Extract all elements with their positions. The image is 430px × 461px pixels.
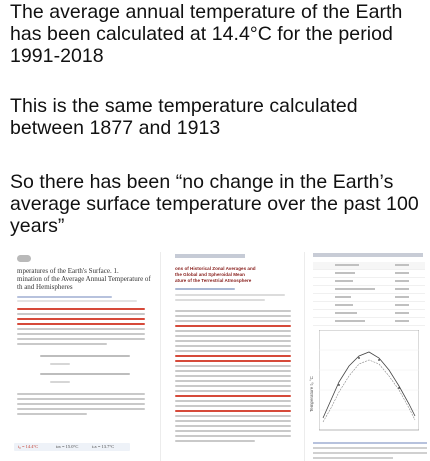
abstract-line	[175, 435, 291, 437]
abstract-line	[175, 340, 291, 342]
abstract-line	[175, 425, 291, 427]
statement-calculated-temperature: The average annual temperature of the Earth has been calculated at 14.4°C for the period 1991-2018	[10, 1, 403, 67]
body-text-line	[17, 393, 145, 395]
result-southern: tₛₕ = 13.7°C	[92, 444, 115, 449]
abstract-line	[175, 365, 291, 367]
highlighted-abstract-line	[175, 410, 291, 412]
body-text-line	[17, 403, 145, 405]
table-header-row	[313, 262, 425, 270]
equation-1-denominator	[50, 363, 70, 365]
table-row	[313, 310, 425, 318]
equation-2-denominator	[50, 381, 70, 383]
abstract-line	[175, 400, 291, 402]
statement-same-temperature: This is the same temperature calculated between 1877 and 1913	[10, 95, 358, 139]
reference-title-line-3: ature of the Terrestrial Atmosphere	[175, 278, 252, 283]
abstract-line	[175, 315, 291, 317]
abstract-line	[175, 385, 291, 387]
body-text-line	[17, 328, 145, 330]
highlighted-abstract-line	[175, 325, 291, 327]
abstract-line	[175, 330, 291, 332]
temperature-curve-1	[323, 352, 415, 418]
statement-no-change-quote: So there has been “no change in the Earth’s average surface temperature over the past 100 years”	[10, 171, 419, 237]
highlighted-abstract-line	[175, 395, 291, 397]
figure-frame	[319, 330, 419, 430]
table-caption	[313, 253, 423, 257]
reference-excerpt-panel	[160, 252, 301, 461]
affiliation-line	[175, 294, 285, 296]
abstract-line	[175, 350, 291, 352]
table-row	[313, 294, 425, 302]
highlighted-abstract-line	[175, 355, 291, 357]
article-excerpt-panel	[0, 252, 156, 461]
abstract-line	[175, 310, 291, 312]
table-row	[313, 318, 425, 326]
table-row	[313, 302, 425, 310]
highlighted-text-line	[17, 323, 145, 325]
temperature-figure	[319, 330, 419, 436]
figure-caption-line	[313, 442, 427, 444]
figure-caption-line	[313, 457, 393, 459]
equation-1	[40, 355, 130, 357]
abstract-line	[175, 380, 291, 382]
figure-y-axis-title: Temperature t₀ °C	[309, 376, 314, 412]
highlighted-text-line	[17, 318, 145, 320]
body-text-line	[17, 338, 145, 340]
table-figure-panel	[304, 252, 430, 461]
body-text-line	[17, 313, 145, 315]
journal-banner	[175, 254, 245, 258]
highlighted-text-line	[17, 308, 145, 310]
author-line	[175, 288, 235, 290]
article-meta-line	[17, 296, 112, 298]
divider	[17, 300, 137, 302]
table-row	[313, 286, 425, 294]
abstract-line	[175, 415, 291, 417]
table-row	[313, 278, 425, 286]
abstract-line	[175, 390, 291, 392]
temperature-curve-2	[323, 360, 415, 422]
abstract-line	[175, 440, 255, 442]
figure-caption-line	[313, 447, 427, 449]
abstract-line	[175, 375, 291, 377]
highlighted-abstract-line	[175, 360, 291, 362]
abstract-line	[175, 335, 291, 337]
article-title-line-3: th and Hemispheres	[17, 283, 73, 291]
abstract-line	[175, 345, 291, 347]
equation-2	[40, 373, 130, 375]
body-text-line	[17, 408, 145, 410]
affiliation-line	[175, 299, 265, 301]
table-row	[313, 270, 425, 278]
result-global: t₀ = 14.4°C	[18, 444, 39, 449]
article-title-line-1: mperatures of the Earth's Surface. 1.	[17, 267, 119, 275]
abstract-line	[175, 370, 291, 372]
figure-gridlines	[319, 350, 419, 410]
reference-title-line-1: ons of Historical Zonal Averages and	[175, 266, 256, 271]
body-text-line	[17, 333, 145, 335]
journal-logo-icon	[17, 255, 31, 262]
body-text-line	[17, 398, 145, 400]
figure-caption-line	[313, 452, 427, 454]
abstract-line	[175, 430, 291, 432]
abstract-line	[175, 420, 291, 422]
result-northern: tₙₕ = 15.0°C	[56, 444, 79, 449]
body-text-line	[17, 413, 87, 415]
abstract-line	[175, 320, 291, 322]
body-text-line	[17, 343, 107, 345]
article-title-line-2: mination of the Average Annual Temperature of	[17, 275, 151, 283]
abstract-line	[175, 405, 291, 407]
reference-title-line-2: the Global and Spheroidal Mean	[175, 272, 245, 277]
